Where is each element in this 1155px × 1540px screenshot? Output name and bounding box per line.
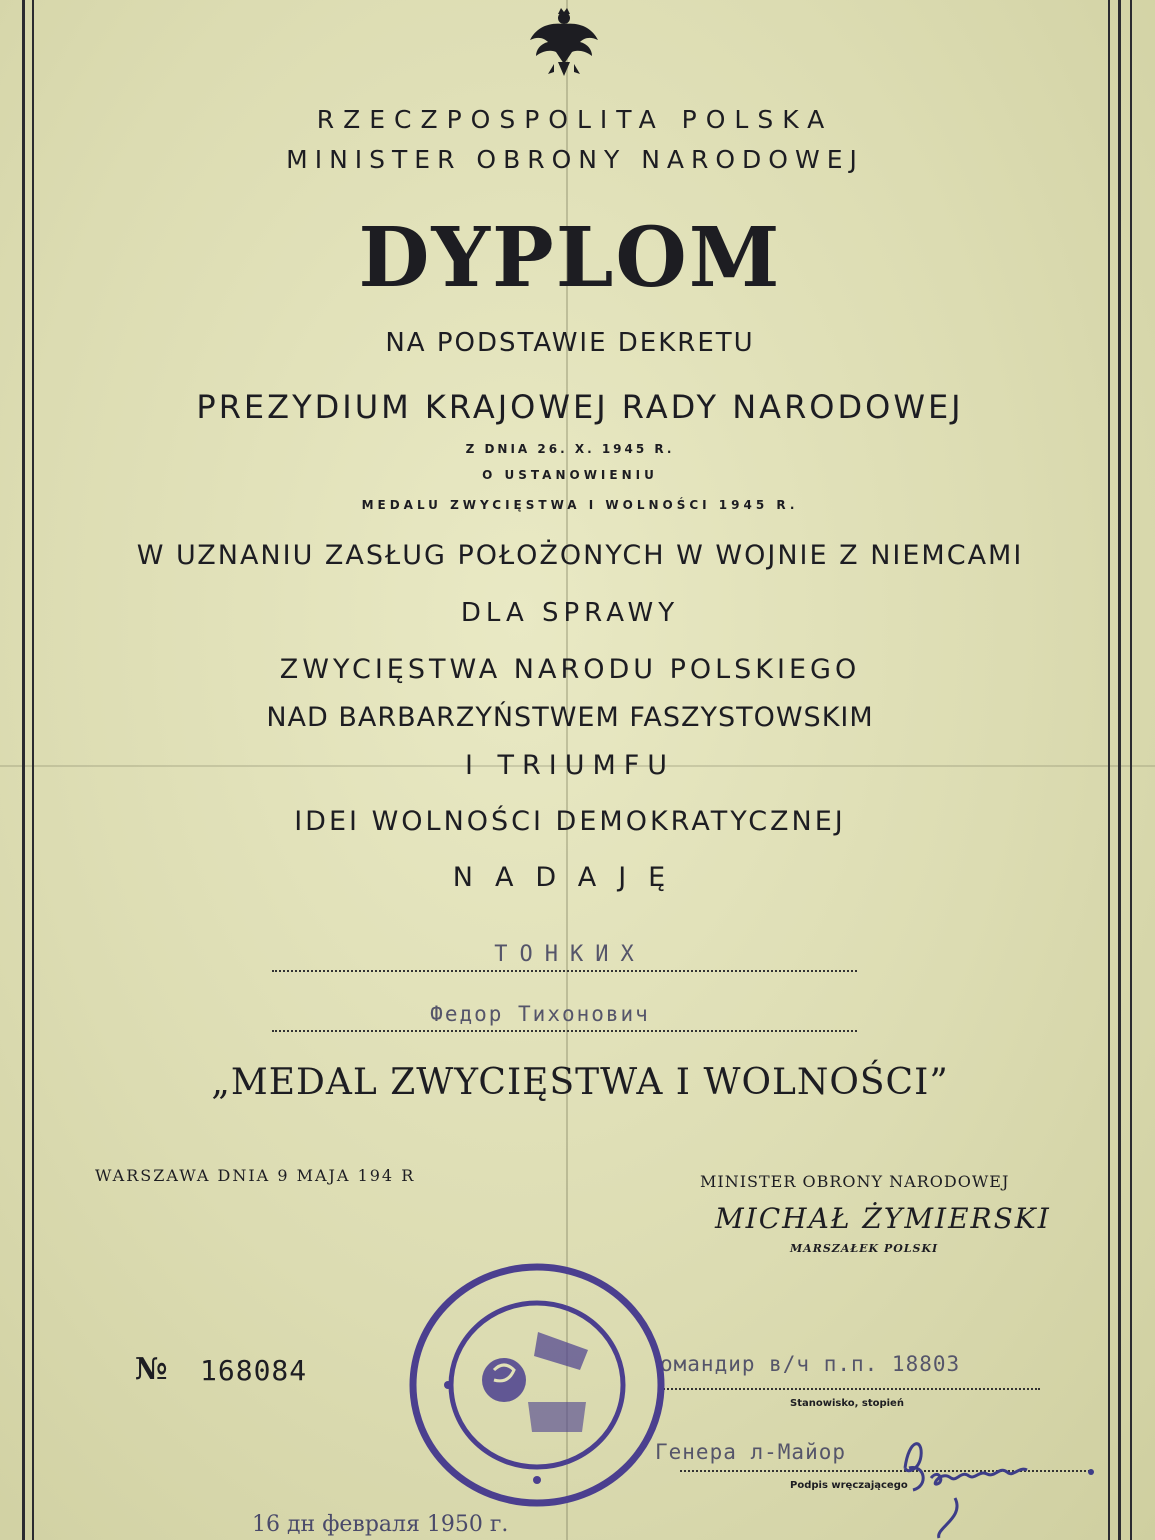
signature-caption: Podpis wręczającego xyxy=(790,1480,908,1491)
award-verb: NADAJĘ xyxy=(452,862,688,893)
given-name-dotted-line xyxy=(272,1030,857,1032)
general-line: Генера л-Майор xyxy=(655,1440,847,1464)
recipient-surname: ТОНКИХ xyxy=(494,942,646,967)
decree-line: NA PODSTAWIE DEKRETU xyxy=(385,328,755,358)
handwritten-signature xyxy=(895,1428,1115,1540)
eagle-emblem-icon xyxy=(528,4,600,78)
surname-dotted-line xyxy=(272,970,857,972)
medal-name: „MEDAL ZWYCIĘSTWA I WOLNOŚCI” xyxy=(211,1062,949,1103)
establishment-line: O USTANOWIENIU xyxy=(482,468,658,482)
diploma-title: DYPLOM xyxy=(358,210,782,306)
barbarism-line: NAD BARBARZYŃSTWEM FASZYSTOWSKIM xyxy=(266,702,874,733)
border-left-outer xyxy=(22,0,25,1540)
border-right-outer xyxy=(1130,0,1132,1540)
military-unit-stamp xyxy=(408,1262,666,1508)
minister-rank: MARSZAŁEK POLSKI xyxy=(790,1242,939,1255)
minister-title: MINISTER OBRONY NARODOWEJ xyxy=(700,1172,1010,1191)
commander-line: омандир в/ч п.п. 18803 xyxy=(660,1352,961,1376)
freedom-line: IDEI WOLNOŚCI DEMOKRATYCZNEJ xyxy=(294,806,846,837)
position-caption: Stanowisko, stopień xyxy=(790,1398,904,1409)
border-right-middle xyxy=(1118,0,1121,1540)
handwritten-date: 16 дн февраля 1950 г. xyxy=(252,1512,509,1537)
header-republic: RZECZPOSPOLITA POLSKA xyxy=(316,105,834,134)
decree-date: Z DNIA 26. X. 1945 R. xyxy=(465,442,675,456)
diploma-number: 168084 xyxy=(200,1354,308,1387)
border-right-inner xyxy=(1108,0,1110,1540)
medal-establishment: MEDALU ZWYCIĘSTWA I WOLNOŚCI 1945 R. xyxy=(361,498,799,512)
merit-line: W UZNANIU ZASŁUG POŁOŻONYCH W WOJNIE Z NIEMCAMI xyxy=(136,540,1024,571)
minister-name: MICHAŁ ŻYMIERSKI xyxy=(715,1202,1051,1235)
recipient-given-name: Федор Тихонович xyxy=(430,1002,650,1026)
cause-line: DLA SPRAWY xyxy=(460,598,680,628)
presidium-line: PREZYDIUM KRAJOWEJ RADY NARODOWEJ xyxy=(196,388,964,426)
number-label: № xyxy=(135,1352,168,1387)
header-ministry: MINISTER OBRONY NARODOWEJ xyxy=(286,145,864,174)
triumph-line: I TRIUMFU xyxy=(464,750,676,781)
border-left-inner xyxy=(32,0,34,1540)
commander-dotted-line xyxy=(660,1388,1040,1390)
place-and-date: WARSZAWA DNIA 9 MAJA 194 R xyxy=(95,1166,416,1185)
victory-line: ZWYCIĘSTWA NARODU POLSKIEGO xyxy=(279,654,861,685)
